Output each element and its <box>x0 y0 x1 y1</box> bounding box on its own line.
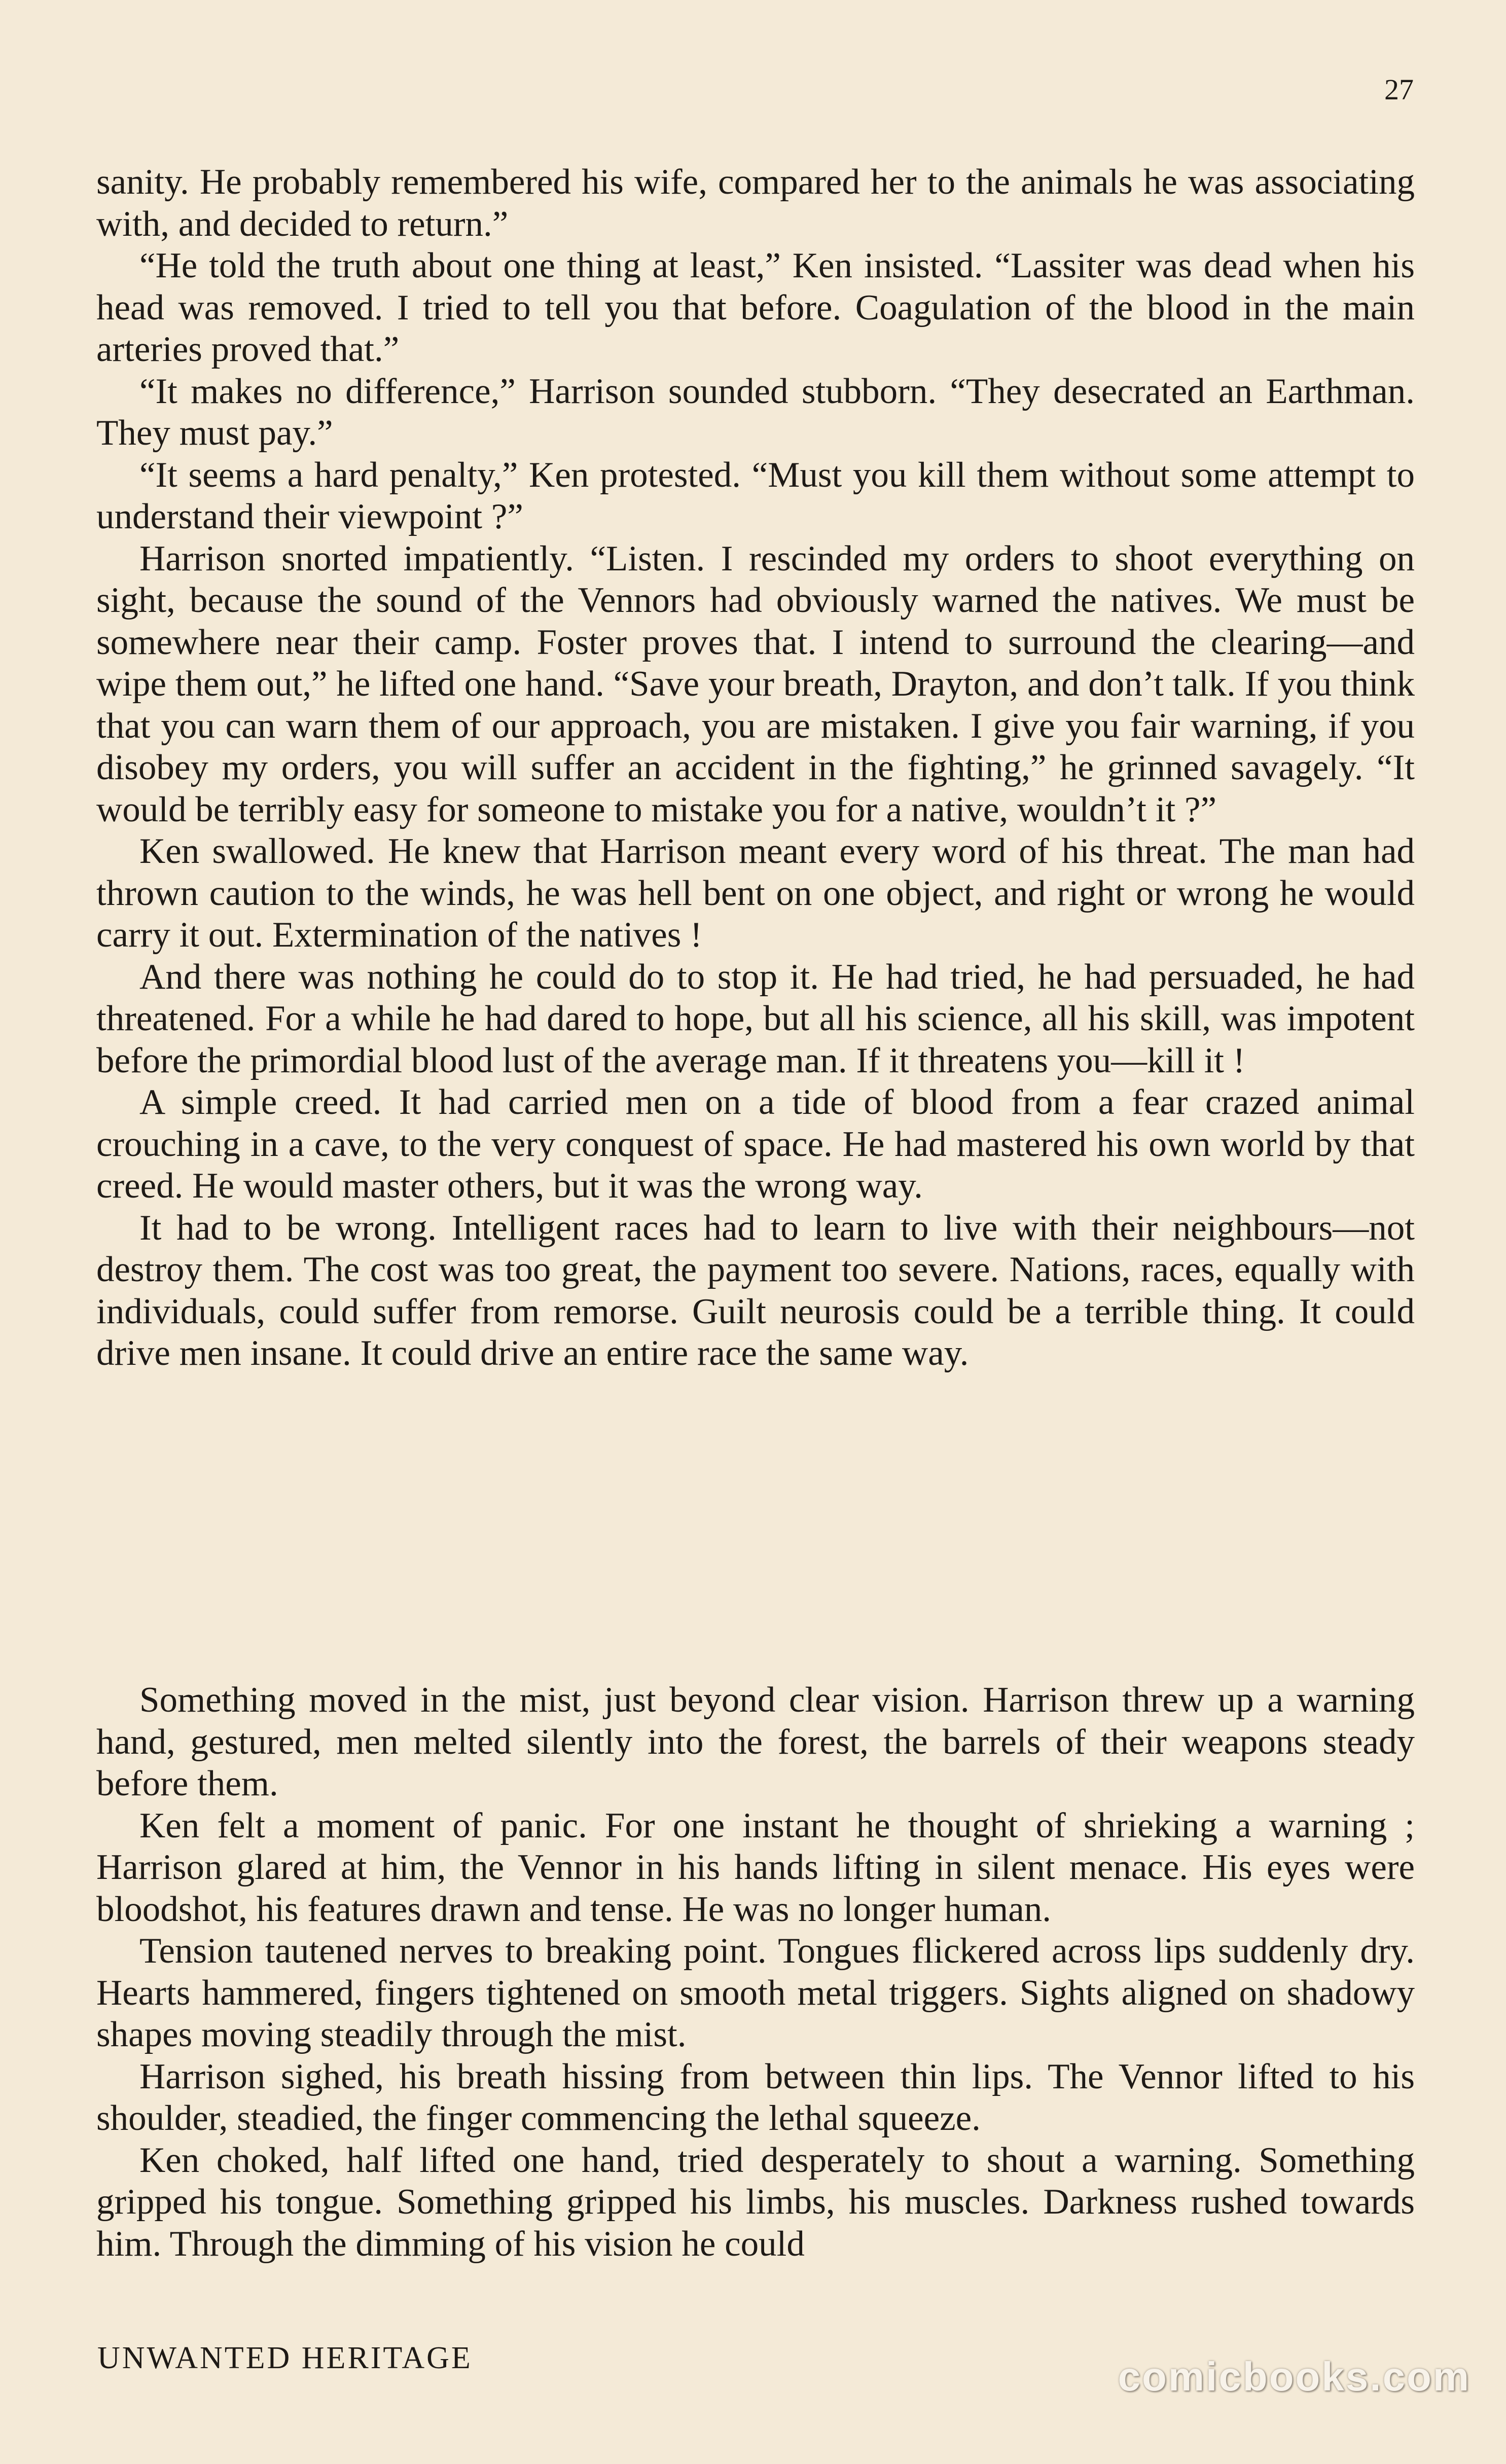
text-section-2 <box>96 1679 1415 2265</box>
paragraph: Ken felt a moment of panic. For one instant he thought of shrieking a warning ; Harrison glared at him, the Vennor in his hands lifting in silent menace. His eyes were bloodshot, his features drawn and tense. He was no longer human. <box>96 1805 1415 1929</box>
paragraph: And there was nothing he could do to stop it. He had tried, he had persuaded, he had threatened. For a while he had dared to hope, but all his science, all his skill, was impotent before the primordial blood lust of the average man. If it threatens you—kill it ! <box>96 957 1415 1080</box>
paragraph: Harrison sighed, his breath hissing from between thin lips. The Vennor lifted to his shoulder, steadied, the finger commencing the lethal squeeze. <box>96 2056 1415 2138</box>
paragraph: Harrison snorted impatiently. “Listen. I rescinded my orders to shoot everything on sight, because the sound of the Vennors had obviously warned the natives. We must be somewhere near their camp. Foster proves that. I intend to surround the clearing—and wipe them out,” he lifted one hand. “Save your breath, Drayton, and don’t talk. If you think that you can warn them of our approach, you are mistaken. I give you fair warning, if you disobey my orders, you will suffer an accident in the fighting,” he grinned savagely. “It would be terribly easy for someone to mistake you for a native, wouldn’t it ?” <box>96 538 1415 829</box>
text-section-1 <box>96 161 1415 1374</box>
paragraph: Ken choked, half lifted one hand, tried desperately to shout a warning. Something gripped his tongue. Something gripped his limbs, his muscles. Darkness rushed towards him. Through the dimming of his vision he could <box>96 2140 1415 2264</box>
paragraph: “It seems a hard penalty,” Ken protested. “Must you kill them without some attempt to understand their viewpoint ?” <box>96 455 1415 536</box>
paragraph: Something moved in the mist, just beyond clear vision. Harrison threw up a warning hand, gestured, men melted silently into the forest, the barrels of their weapons steady before them. <box>96 1680 1415 1803</box>
paragraph: “It makes no difference,” Harrison sounded stubborn. “They desecrated an Earthman. They must pay.” <box>96 371 1415 453</box>
paragraph: Ken swallowed. He knew that Harrison meant every word of his threat. The man had thrown caution to the winds, he was hell bent on one object, and right or wrong he would carry it out. Extermination of the natives ! <box>96 831 1415 955</box>
paragraph: It had to be wrong. Intelligent races had to learn to live with their neighbours—not destroy them. The cost was too great, the payment too severe. Nations, races, equally with individuals, could suffer from remorse. Guilt neurosis could be a terrible thing. It could drive men insane. It could drive an entire race the same way. <box>96 1208 1415 1373</box>
paragraph: “He told the truth about one thing at least,” Ken insisted. “Lassiter was dead when his head was removed. I tried to tell you that before. Coagulation of the blood in the main arteries proved that.” <box>96 246 1415 369</box>
paragraph: sanity. He probably remembered his wife, compared her to the animals he was associating with, and decided to return.” <box>96 162 1415 244</box>
page-number: 27 <box>1384 73 1414 106</box>
paragraph: Tension tautened nerves to breaking point. Tongues flickered across lips suddenly dry. Hearts hammered, fingers tightened on smooth metal triggers. Sights aligned on shadowy shapes moving steadily through the mist. <box>96 1931 1415 2054</box>
paragraph: A simple creed. It had carried men on a tide of blood from a fear crazed animal crouching in a cave, to the very conquest of space. He had mastered his own world by that creed. He would master others, but it was the wrong way. <box>96 1082 1415 1206</box>
watermark: comicbooks.com <box>1118 2354 1471 2399</box>
running-footer: UNWANTED HERITAGE <box>97 2341 473 2375</box>
